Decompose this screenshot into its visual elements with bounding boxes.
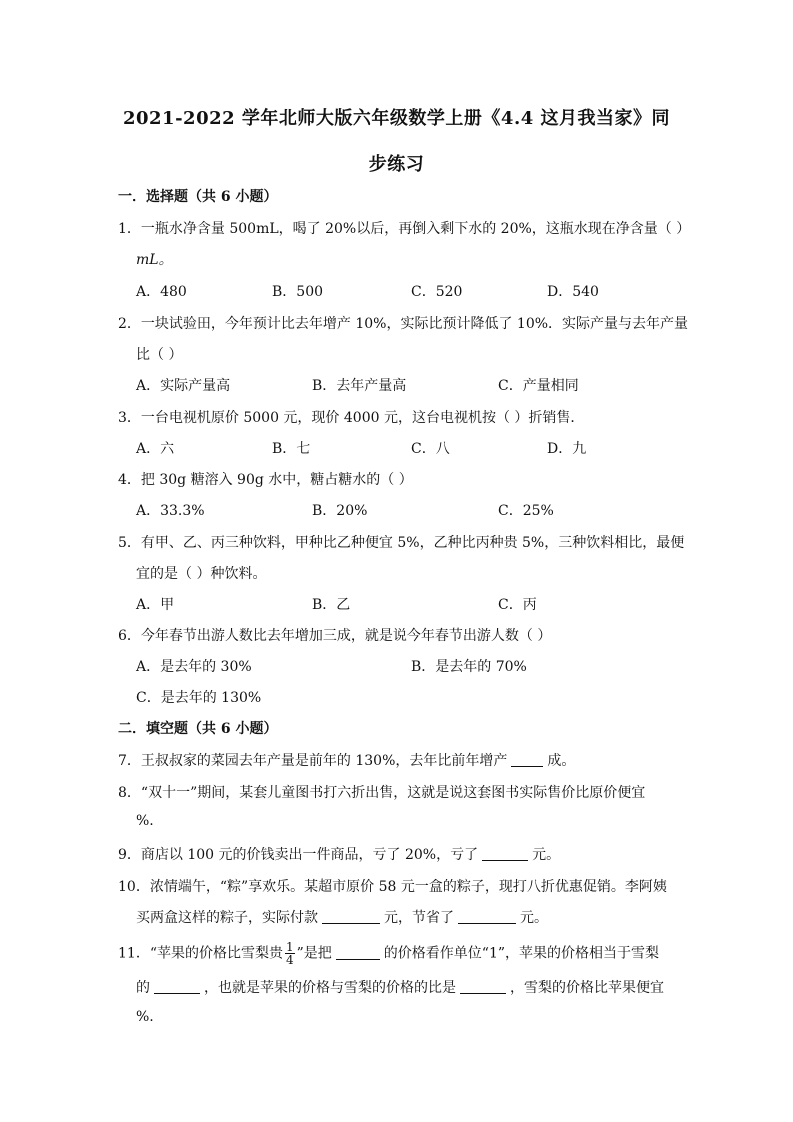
q7-answer-blank[interactable] [511,752,543,767]
fraction-numerator: 1 [285,940,294,954]
q8-text: 8．“双十一”期间，某套儿童图书打六折出售，这就是说这套图书实际售价比原价便宜 [118,785,646,801]
q7-line [118,750,575,770]
q10-text: 10．浓情端午，“粽”享欢乐。某超市原价 58 元一盒的粽子，现打八折优惠促销。李阿姨 [118,879,667,895]
title-line-2: 步练习 [368,154,425,175]
q2-text: 2．一块试验田，今年预计比去年增产 10%，实际比预计降低了 10%．实际产量与去年产量 [118,316,689,332]
q11-ratio-blank-1[interactable] [154,979,200,994]
q3-option-a[interactable]: A．六 [136,441,175,457]
q11-line-1 [118,941,659,966]
q11-ratio-blank-2[interactable] [460,979,506,994]
q1-text: 1．一瓶水净含量 500mL，喝了 20%以后，再倒入剩下水的 20%，这瓶水现在净含量（ ） [118,221,691,237]
q10-text-c: 元。 [520,910,548,926]
q2-option-c[interactable]: C．产量相同 [498,378,579,394]
q1-option-c[interactable]: C．520 [411,284,463,300]
q5-text: 5．有甲、乙、丙三种饮料，甲种比乙种便宜 5%，乙种比丙种贵 5%，三种饮料相比，最便 [118,535,685,551]
q4-option-b[interactable]: B．20% [312,503,368,519]
q10-text-a: 买两盒这样的粽子，实际付款 [136,910,318,926]
q6-option-c[interactable]: C．是去年的 130% [136,690,262,706]
section-choice-heading: 一．选择题（共 6 小题） [118,189,278,205]
q6-option-b[interactable]: B．是去年的 70% [411,659,527,675]
q7-text-a: 7．王叔叔家的菜园去年产量是前年的 130%，去年比前年增产 [118,753,508,769]
title-line-1: 2021-2022 学年北师大版六年级数学上册《4.4 这月我当家》同 [122,108,670,129]
q3-text: 3．一台电视机原价 5000 元，现价 4000 元，这台电视机按（ ）折销售． [118,410,585,426]
q3-option-b[interactable]: B．七 [272,441,311,457]
q11-text-f: ，雪梨的价格比苹果便宜 [510,980,664,996]
q6-option-a[interactable]: A．是去年的 30% [136,659,252,675]
q11-line-2 [136,977,664,997]
q2-cont: 比（ ） [136,347,183,363]
q11-text-b: ”是把 [296,945,332,962]
q5-option-b[interactable]: B．乙 [312,597,351,613]
q10-save-blank[interactable] [458,909,516,924]
q9-text-a: 9．商店以 100 元的价钱卖出一件商品，亏了 20%，亏了 [118,847,479,863]
q1-cont: mL。 [136,252,173,268]
q5-option-a[interactable]: A．甲 [136,597,175,613]
q1-option-a[interactable]: A．480 [136,284,187,300]
q11-text-e: ，也就是苹果的价格与雪梨的价格的比是 [204,980,456,996]
one-quarter-fraction [285,941,295,966]
q5-option-c[interactable]: C．丙 [498,597,537,613]
fraction-denominator: 4 [285,953,294,967]
q10-text-b: 元，节省了 [384,910,454,926]
q8-cont: %. [136,813,154,829]
q9-line [118,844,560,864]
q9-text-b: 元。 [532,847,561,863]
q7-text-b: 成。 [547,753,576,769]
q3-option-d[interactable]: D．九 [547,441,587,457]
q3-option-c[interactable]: C．八 [411,441,450,457]
q11-text-a: 11．“苹果的价格比雪梨贵 [118,945,283,962]
q5-cont: 宜的是（ ）种饮料。 [136,566,267,582]
q10-pay-blank[interactable] [322,909,380,924]
q10-cont [136,907,548,927]
q6-text: 6．今年春节出游人数比去年增加三成，就是说今年春节出游人数（ ） [118,628,552,644]
q11-text-c: 的价格看作单位“1”，苹果的价格相当于雪梨 [383,945,660,962]
q4-option-c[interactable]: C．25% [498,503,554,519]
q4-text: 4．把 30g 糖溶入 90g 水中，糖占糖水的（ ） [118,472,413,488]
q4-option-a[interactable]: A．33.3% [136,503,205,519]
q2-option-a[interactable]: A．实际产量高 [136,378,231,394]
q11-cont: %. [136,1009,154,1025]
q11-text-d: 的 [136,980,150,996]
q11-unit-blank[interactable] [336,945,380,960]
q2-option-b[interactable]: B．去年产量高 [312,378,407,394]
q1-option-b[interactable]: B．500 [272,284,324,300]
section-fill-heading: 二．填空题（共 6 小题） [118,721,278,737]
q9-answer-blank[interactable] [482,846,528,861]
q1-option-d[interactable]: D．540 [547,284,599,300]
